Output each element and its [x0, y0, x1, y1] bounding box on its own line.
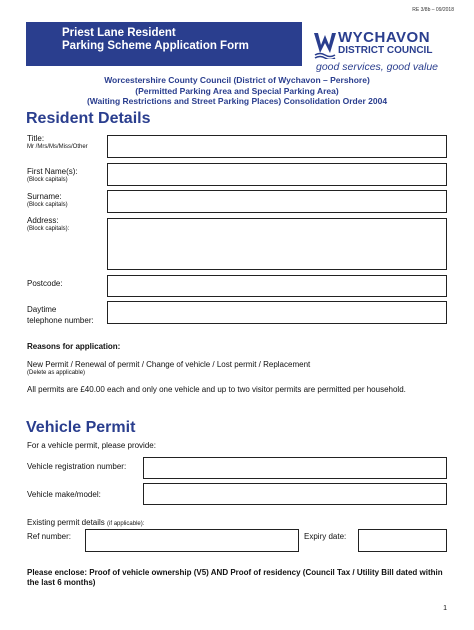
form-title-line2: Parking Scheme Application Form	[62, 40, 249, 52]
phone-label-line1: Daytime	[27, 305, 57, 314]
vehicle-intro: For a vehicle permit, please provide:	[27, 441, 156, 450]
wychavon-emblem-icon	[314, 31, 336, 59]
form-reference: RE 3/8b – 09/2018	[412, 7, 454, 13]
surname-hint: (Block capitals)	[27, 202, 68, 208]
form-title-line1: Priest Lane Resident	[62, 27, 176, 39]
address-hint: (Block capitals):	[27, 226, 70, 232]
reasons-options[interactable]: New Permit / Renewal of permit / Change of vehicle / Lost permit / Replacement	[27, 360, 311, 369]
order-line2: (Permitted Parking Area and Special Parking Area)	[135, 85, 339, 96]
registration-label: Vehicle registration number:	[27, 462, 127, 471]
title-label	[27, 134, 88, 151]
order-line1: Worcestershire County Council (District of Wychavon – Pershore)	[104, 75, 370, 85]
first-name-label	[27, 167, 78, 184]
expiry-date-field[interactable]	[358, 529, 447, 552]
address-label-text: Address:	[27, 216, 59, 225]
logo-tagline: good services, good value	[316, 61, 438, 73]
page-number: 1	[443, 605, 447, 612]
existing-permit-hint: (if applicable):	[107, 521, 145, 527]
order-line3: (Waiting Restrictions and Street Parking Places) Consolidation Order 2004	[86, 96, 388, 106]
council-logo	[314, 30, 459, 76]
phone-field[interactable]	[107, 301, 447, 324]
phone-label-line2: telephone number:	[27, 316, 94, 325]
registration-field[interactable]	[143, 457, 447, 479]
surname-field[interactable]	[107, 190, 447, 213]
pricing-note: All permits are £40.00 each and only one vehicle and up to two visitor permits are permitted per household.	[27, 385, 406, 394]
form-title-box	[26, 22, 302, 66]
ref-number-label: Ref number:	[27, 532, 72, 541]
first-name-label-text: First Name(s):	[27, 167, 78, 176]
address-field[interactable]	[107, 218, 447, 270]
title-label-text: Title:	[27, 134, 45, 143]
title-field[interactable]	[107, 135, 447, 158]
consolidation-order	[0, 75, 474, 107]
ref-number-field[interactable]	[85, 529, 299, 552]
surname-label-text: Surname:	[27, 192, 62, 201]
logo-council: DISTRICT COUNCIL	[338, 45, 433, 56]
expiry-date-label: Expiry date:	[304, 532, 347, 541]
surname-label	[27, 192, 68, 209]
reasons-heading: Reasons for application:	[27, 342, 121, 351]
phone-label	[27, 305, 94, 326]
title-hint: Mr /Mrs/Ms/Miss/Other	[27, 144, 88, 150]
first-name-hint: (Block capitals)	[27, 177, 68, 183]
first-name-field[interactable]	[107, 163, 447, 186]
vehicle-permit-heading: Vehicle Permit	[26, 419, 136, 436]
postcode-label: Postcode:	[27, 279, 63, 288]
existing-permit-label-text: Existing permit details	[27, 518, 105, 527]
resident-details-heading: Resident Details	[26, 110, 151, 127]
logo-name: WYCHAVON	[338, 29, 431, 46]
existing-permit-label	[27, 518, 144, 529]
enclose-note: Please enclose: Proof of vehicle ownership (V5) AND Proof of residency (Council Tax / Utility Bill dated within the last 6 months)	[27, 568, 443, 587]
address-label	[27, 216, 69, 233]
postcode-field[interactable]	[107, 275, 447, 297]
make-model-label: Vehicle make/model:	[27, 490, 101, 499]
reasons-hint: (Delete as applicable)	[27, 370, 86, 376]
make-model-field[interactable]	[143, 483, 447, 505]
